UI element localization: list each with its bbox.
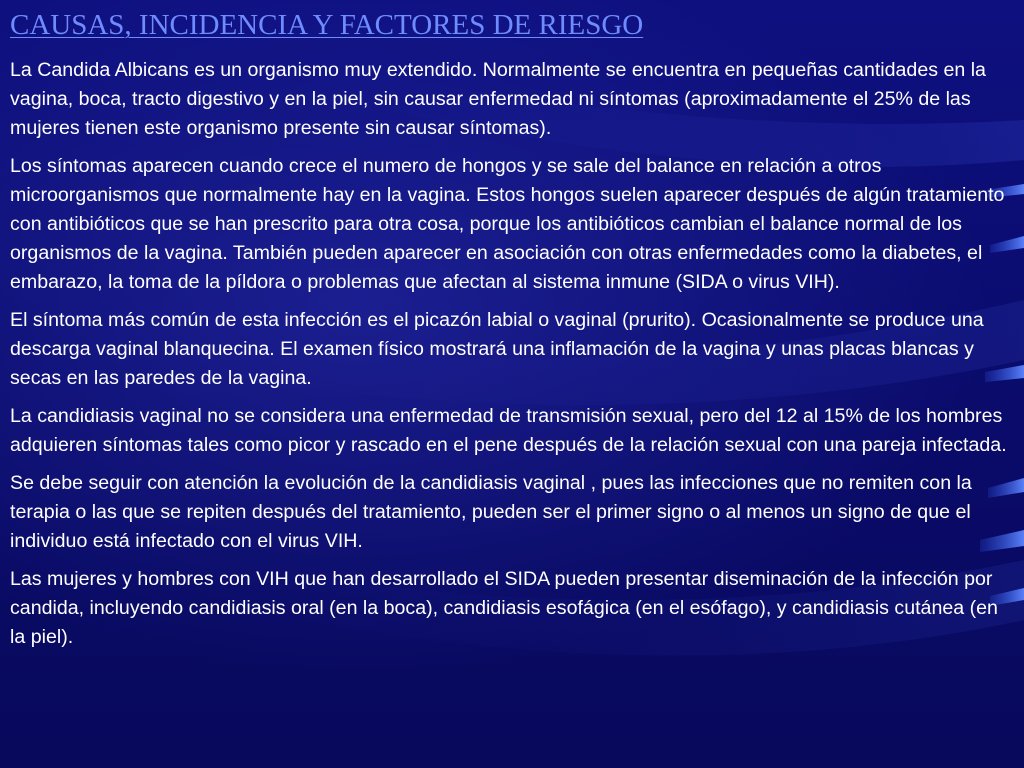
paragraph-6: Las mujeres y hombres con VIH que han desarrollado el SIDA pueden presentar diseminación de la infección por candida, incluyendo candidiasis oral (en la boca), candidiasis esofágica (en el esófago), y candidiasis cutánea (en la piel). xyxy=(10,568,998,648)
paragraph-5: Se debe seguir con atención la evolución de la candidiasis vaginal , pues las infecciones que no remiten con la terapia o las que se repiten después del tratamiento, pueden ser el primer signo o al menos un signo de que el individuo está infectado con el virus VIH. xyxy=(10,472,972,552)
slide-content xyxy=(10,8,1014,661)
paragraph-4: La candidiasis vaginal no se considera una enfermedad de transmisión sexual, pero del 12 al 15% de los hombres adquieren síntomas tales como picor y rascado en el pene después de la relación sexual con una pareja infectada. xyxy=(10,405,1007,456)
paragraph-2: Los síntomas aparecen cuando crece el numero de hongos y se sale del balance en relación a otros microorganismos que normalmente hay en la vagina. Estos hongos suelen aparecer después de algún tratamiento con antibióticos que se han prescrito para otra cosa, porque los antibióticos cambian el balance normal de los organismos de la vagina. También pueden aparecer en asociación con otras enfermedades como la diabetes, el embarazo, la toma de la píldora o problemas que afectan al sistema inmune (SIDA o virus VIH). xyxy=(10,155,1005,293)
slide-title: CAUSAS, INCIDENCIA Y FACTORES DE RIESGO xyxy=(10,9,644,41)
paragraph-3: El síntoma más común de esta infección es el picazón labial o vaginal (prurito). Ocasionalmente se produce una descarga vaginal blanquecina. El examen físico mostrará una inflamación de la vagina y unas placas blancas y secas en las paredes de la vagina. xyxy=(10,309,984,389)
paragraph-1: La Candida Albicans es un organismo muy extendido. Normalmente se encuentra en pequeñas cantidades en la vagina, boca, tracto digestivo y en la piel, sin causar enfermedad ni síntomas (aproximadamente el 25% de las mujeres tienen este organismo presente sin causar síntomas). xyxy=(10,59,986,139)
